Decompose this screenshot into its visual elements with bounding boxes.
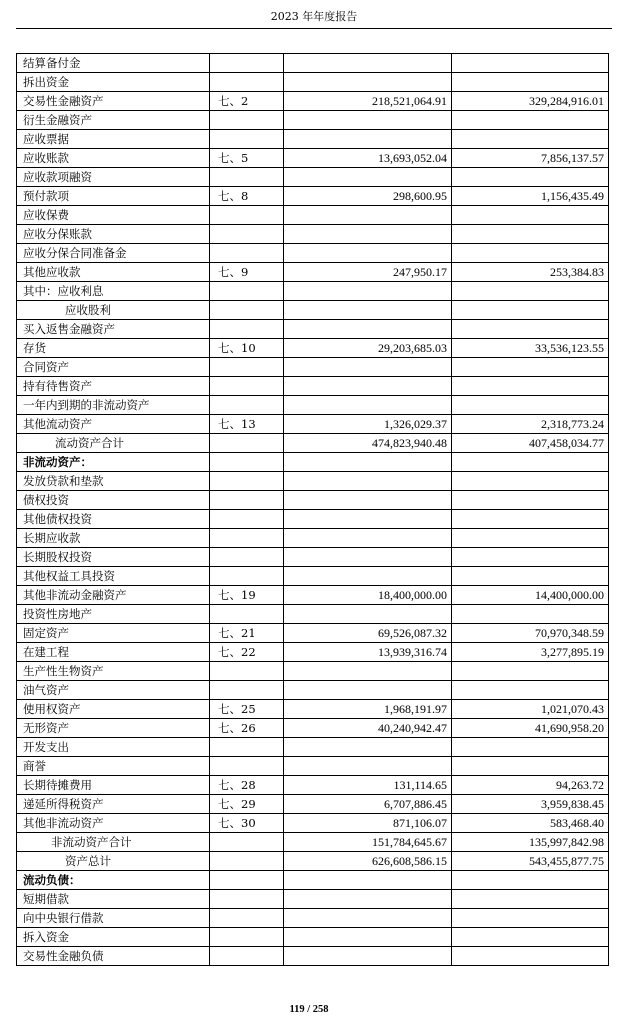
row-label: 其他非流动资产 [17,814,210,833]
row-note: 七、19 [210,586,284,605]
row-previous-value: 2,318,773.24 [452,415,609,434]
row-note: 七、25 [210,700,284,719]
row-note [210,168,284,187]
row-note [210,491,284,510]
table-row [17,187,609,206]
table-row [17,472,609,491]
row-previous-value [452,111,609,130]
row-previous-value [452,909,609,928]
page-number: 119 / 258 [289,1004,329,1015]
row-current-value [284,320,452,339]
table-row [17,282,609,301]
row-note [210,947,284,966]
row-label: 交易性金融负债 [17,947,210,966]
row-label: 其他债权投资 [17,510,210,529]
row-previous-value: 14,400,000.00 [452,586,609,605]
row-current-value [284,206,452,225]
row-label: 使用权资产 [17,700,210,719]
row-current-value: 298,600.95 [284,187,452,206]
row-label: 递延所得税资产 [17,795,210,814]
row-note [210,605,284,624]
row-label: 应收保费 [17,206,210,225]
table-row [17,909,609,928]
row-previous-value [452,168,609,187]
row-previous-value [452,928,609,947]
table-row [17,890,609,909]
table-row [17,377,609,396]
row-previous-value [452,282,609,301]
row-current-value [284,548,452,567]
table-row [17,206,609,225]
row-note [210,434,284,453]
row-label: 应收款项融资 [17,168,210,187]
row-label: 结算备付金 [17,54,210,73]
row-note [210,681,284,700]
row-previous-value [452,757,609,776]
row-label: 合同资产 [17,358,210,377]
row-label: 应收分保账款 [17,225,210,244]
row-note [210,738,284,757]
row-previous-value [452,890,609,909]
row-label: 应收票据 [17,130,210,149]
report-header: 2023 年年度报告 [16,8,612,29]
row-previous-value: 1,021,070.43 [452,700,609,719]
row-previous-value: 70,970,348.59 [452,624,609,643]
row-previous-value [452,396,609,415]
row-note [210,833,284,852]
row-note [210,567,284,586]
row-label: 生产性生物资产 [17,662,210,681]
table-row [17,681,609,700]
row-current-value [284,890,452,909]
table-row [17,491,609,510]
row-previous-value: 3,959,838.45 [452,795,609,814]
row-note [210,225,284,244]
row-note [210,358,284,377]
row-previous-value [452,738,609,757]
row-label: 固定资产 [17,624,210,643]
row-current-value [284,909,452,928]
row-previous-value: 583,468.40 [452,814,609,833]
row-note [210,548,284,567]
row-note [210,282,284,301]
row-previous-value [452,358,609,377]
row-current-value [284,244,452,263]
row-label: 开发支出 [17,738,210,757]
row-previous-value: 33,536,123.55 [452,339,609,358]
row-label: 投资性房地产 [17,605,210,624]
row-current-value [284,282,452,301]
row-label: 应收股利 [17,301,210,320]
row-previous-value [452,244,609,263]
table-row [17,339,609,358]
row-note: 七、9 [210,263,284,282]
table-row [17,586,609,605]
row-previous-value [452,453,609,472]
row-label: 拆入资金 [17,928,210,947]
row-previous-value [452,320,609,339]
table-row [17,244,609,263]
row-note [210,301,284,320]
row-label: 其他非流动金融资产 [17,586,210,605]
row-note: 七、2 [210,92,284,111]
row-note [210,320,284,339]
row-note [210,890,284,909]
table-row [17,92,609,111]
row-note: 七、21 [210,624,284,643]
row-current-value [284,111,452,130]
row-current-value [284,453,452,472]
row-current-value: 151,784,645.67 [284,833,452,852]
row-previous-value: 329,284,916.01 [452,92,609,111]
row-previous-value: 407,458,034.77 [452,434,609,453]
row-label: 存货 [17,339,210,358]
row-previous-value [452,605,609,624]
row-previous-value [452,206,609,225]
row-previous-value [452,567,609,586]
table-row [17,263,609,282]
row-note [210,206,284,225]
table-row [17,795,609,814]
row-label: 持有待售资产 [17,377,210,396]
table-row [17,529,609,548]
row-note [210,130,284,149]
row-current-value: 13,693,052.04 [284,149,452,168]
row-previous-value [452,510,609,529]
row-previous-value [452,73,609,92]
row-current-value [284,54,452,73]
row-previous-value [452,529,609,548]
row-current-value: 474,823,940.48 [284,434,452,453]
row-previous-value: 1,156,435.49 [452,187,609,206]
row-note [210,928,284,947]
table-row [17,130,609,149]
row-current-value: 247,950.17 [284,263,452,282]
row-note [210,662,284,681]
row-label: 交易性金融资产 [17,92,210,111]
row-label: 其他流动资产 [17,415,210,434]
row-current-value: 218,521,064.91 [284,92,452,111]
row-note: 七、28 [210,776,284,795]
row-current-value [284,681,452,700]
row-current-value [284,377,452,396]
row-current-value [284,225,452,244]
row-previous-value [452,54,609,73]
table-row [17,662,609,681]
row-current-value: 6,707,886.45 [284,795,452,814]
row-current-value: 1,326,029.37 [284,415,452,434]
row-previous-value [452,225,609,244]
row-label: 应收账款 [17,149,210,168]
row-label: 买入返售金融资产 [17,320,210,339]
row-current-value [284,472,452,491]
row-label: 非流动资产： [17,453,210,472]
row-previous-value [452,301,609,320]
row-label: 衍生金融资产 [17,111,210,130]
table-row [17,700,609,719]
row-previous-value: 94,263.72 [452,776,609,795]
table-row [17,871,609,890]
row-previous-value [452,130,609,149]
row-note [210,529,284,548]
table-row [17,643,609,662]
row-note: 七、26 [210,719,284,738]
row-label: 非流动资产合计 [17,833,210,852]
row-note [210,510,284,529]
row-label: 一年内到期的非流动资产 [17,396,210,415]
table-row [17,320,609,339]
row-label: 向中央银行借款 [17,909,210,928]
row-current-value: 13,939,316.74 [284,643,452,662]
row-previous-value: 7,856,137.57 [452,149,609,168]
table-row [17,776,609,795]
table-row [17,168,609,187]
table-row [17,548,609,567]
table-row [17,453,609,472]
row-current-value [284,491,452,510]
row-label: 无形资产 [17,719,210,738]
table-row [17,624,609,643]
table-row [17,434,609,453]
row-previous-value [452,681,609,700]
row-current-value [284,662,452,681]
row-label: 长期待摊费用 [17,776,210,795]
table-row [17,54,609,73]
row-current-value [284,567,452,586]
row-note: 七、8 [210,187,284,206]
balance-sheet-table [16,53,609,966]
row-current-value [284,73,452,92]
row-current-value [284,738,452,757]
row-label: 预付款项 [17,187,210,206]
row-previous-value: 135,997,842.98 [452,833,609,852]
table-row [17,814,609,833]
row-note [210,111,284,130]
row-note [210,871,284,890]
row-previous-value: 543,455,877.75 [452,852,609,871]
row-current-value [284,168,452,187]
row-current-value: 69,526,087.32 [284,624,452,643]
row-note [210,244,284,263]
row-note [210,909,284,928]
row-note: 七、29 [210,795,284,814]
row-previous-value [452,472,609,491]
row-current-value [284,130,452,149]
row-current-value: 29,203,685.03 [284,339,452,358]
row-note [210,396,284,415]
table-row [17,605,609,624]
row-current-value [284,529,452,548]
balance-sheet-body [17,54,609,966]
row-label: 短期借款 [17,890,210,909]
table-row [17,852,609,871]
row-label: 资产总计 [17,852,210,871]
row-note [210,54,284,73]
row-current-value [284,871,452,890]
row-label: 债权投资 [17,491,210,510]
table-row [17,301,609,320]
table-row [17,358,609,377]
row-label: 流动负债： [17,871,210,890]
row-current-value [284,510,452,529]
row-current-value [284,358,452,377]
table-row [17,111,609,130]
row-note [210,472,284,491]
row-label: 长期应收款 [17,529,210,548]
table-row [17,510,609,529]
row-current-value [284,947,452,966]
table-row [17,757,609,776]
table-row [17,719,609,738]
row-previous-value: 3,277,895.19 [452,643,609,662]
row-note [210,73,284,92]
row-current-value [284,757,452,776]
table-row [17,149,609,168]
row-current-value [284,301,452,320]
row-note: 七、13 [210,415,284,434]
table-row [17,738,609,757]
row-previous-value [452,871,609,890]
row-note: 七、10 [210,339,284,358]
row-current-value: 40,240,942.47 [284,719,452,738]
row-label: 流动资产合计 [17,434,210,453]
row-label: 应收分保合同准备金 [17,244,210,263]
row-note [210,453,284,472]
row-note [210,757,284,776]
row-current-value: 131,114.65 [284,776,452,795]
row-note: 七、22 [210,643,284,662]
row-previous-value [452,662,609,681]
row-note: 七、30 [210,814,284,833]
row-label: 商誉 [17,757,210,776]
row-label: 长期股权投资 [17,548,210,567]
row-note [210,377,284,396]
table-row [17,225,609,244]
table-row [17,567,609,586]
row-current-value: 1,968,191.97 [284,700,452,719]
row-label: 拆出资金 [17,73,210,92]
table-row [17,73,609,92]
row-previous-value: 41,690,958.20 [452,719,609,738]
row-previous-value [452,548,609,567]
table-row [17,833,609,852]
row-current-value: 18,400,000.00 [284,586,452,605]
row-previous-value [452,491,609,510]
row-current-value [284,396,452,415]
row-current-value [284,605,452,624]
row-previous-value [452,947,609,966]
row-note: 七、5 [210,149,284,168]
row-previous-value [452,377,609,396]
row-note [210,852,284,871]
row-label: 发放贷款和垫款 [17,472,210,491]
row-label: 其他权益工具投资 [17,567,210,586]
row-label: 油气资产 [17,681,210,700]
row-current-value: 871,106.07 [284,814,452,833]
table-row [17,396,609,415]
row-current-value: 626,608,586.15 [284,852,452,871]
row-previous-value: 253,384.83 [452,263,609,282]
row-label: 其中：应收利息 [17,282,210,301]
row-current-value [284,928,452,947]
table-row [17,928,609,947]
table-row [17,947,609,966]
row-label: 其他应收款 [17,263,210,282]
row-label: 在建工程 [17,643,210,662]
table-row [17,415,609,434]
